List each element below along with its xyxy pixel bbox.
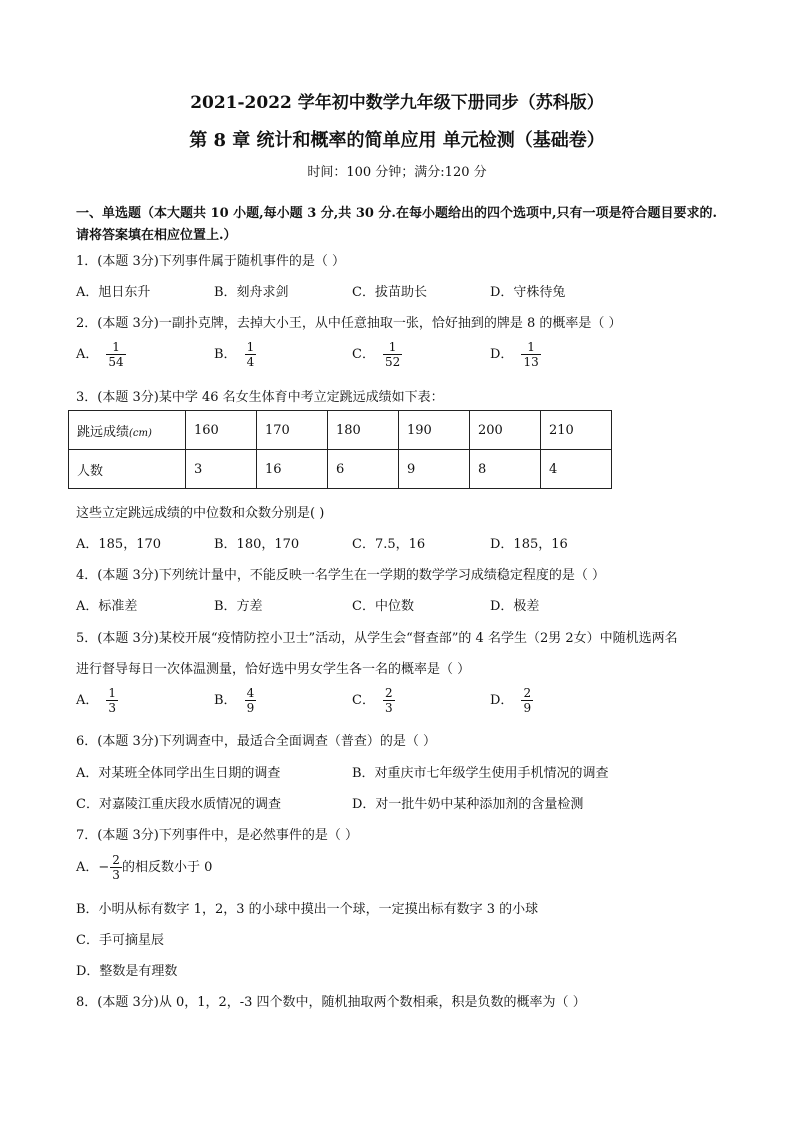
fraction xyxy=(383,686,395,715)
fraction xyxy=(245,686,257,715)
section-heading: 一、单选题（本大题共 10 小题,每小题 3 分,共 30 分.在每小题给出的四个选项中,只有一项是符合题目要求的.请将答案填在相应位置上.） xyxy=(76,206,718,243)
option-label: A． xyxy=(76,347,99,362)
fraction xyxy=(245,340,257,369)
option-label: D． xyxy=(490,693,514,708)
question-8-stem: 8．(本题 3分)从 0，1，2，-3 四个数中，随机抽取两个数相乘，积是负数的概率为（ ） xyxy=(76,995,586,1010)
q2-option-b xyxy=(214,340,256,369)
q1-option-d: D．守株待兔 xyxy=(490,285,566,300)
q3-option-b: B．180，170 xyxy=(214,537,300,552)
table-header-cell: 人数 xyxy=(69,450,186,489)
table-cell: 170 xyxy=(257,411,328,450)
table-header-cell xyxy=(69,411,186,450)
q1-option-c: C．拔苗助长 xyxy=(352,285,427,300)
q6-option-c: C．对嘉陵江重庆段水质情况的调查 xyxy=(76,797,281,812)
q4-option-b: B．方差 xyxy=(214,599,263,614)
denominator: 52 xyxy=(384,355,401,369)
q4-option-a: A．标准差 xyxy=(76,599,138,614)
denominator: 4 xyxy=(246,355,255,369)
table-cell: 16 xyxy=(257,450,328,489)
fraction xyxy=(521,686,533,715)
q3-option-d: D．185，16 xyxy=(490,537,568,552)
fraction xyxy=(110,853,122,882)
question-4-stem: 4．(本题 3分)下列统计量中，不能反映一名学生在一学期的数学学习成绩稳定程度的是（ ） xyxy=(76,568,605,583)
option-label: A． xyxy=(76,860,99,875)
numerator: 1 xyxy=(527,340,535,354)
numerator: 1 xyxy=(108,686,117,700)
option-text: 的相反数小于 0 xyxy=(121,860,213,875)
q6-option-a: A．对某班全体同学出生日期的调查 xyxy=(76,766,281,781)
table-cell: 8 xyxy=(470,450,541,489)
q5-option-c xyxy=(352,686,395,715)
table-cell: 180 xyxy=(328,411,399,450)
question-2-stem: 2．(本题 3分)一副扑克牌，去掉大小王，从中任意抽取一张，恰好抽到的牌是 8 的概率是（ ） xyxy=(76,316,622,331)
table-cell: 4 xyxy=(541,450,612,489)
numerator: 1 xyxy=(388,340,397,354)
question-3-stem: 3．(本题 3分)某中学 46 名女生体育中考立定跳远成绩如下表： xyxy=(76,390,444,405)
denominator: 3 xyxy=(112,868,120,882)
question-3-followup: 这些立定跳远成绩的中位数和众数分别是( ) xyxy=(76,506,325,521)
q5-option-a xyxy=(76,686,118,715)
numerator: 2 xyxy=(384,686,393,700)
denominator: 13 xyxy=(523,355,539,369)
option-label: B． xyxy=(214,693,237,708)
numerator: 2 xyxy=(112,853,120,867)
score-table xyxy=(68,410,612,489)
question-1-stem: 1．(本题 3分)下列事件属于随机事件的是（ ） xyxy=(76,254,345,269)
q5-option-d xyxy=(490,686,533,715)
q7-option-a xyxy=(76,853,212,882)
numerator: 2 xyxy=(523,686,532,700)
minus-sign: − xyxy=(98,860,110,875)
numerator: 1 xyxy=(246,340,255,354)
q1-option-a: A．旭日东升 xyxy=(76,285,151,300)
table-cell: 210 xyxy=(541,411,612,450)
q6-option-d: D．对一批牛奶中某种添加剂的含量检测 xyxy=(352,797,584,812)
option-label: D． xyxy=(490,347,514,362)
fraction xyxy=(106,686,118,715)
table-row xyxy=(69,411,612,450)
q6-option-b: B．对重庆市七年级学生使用手机情况的调查 xyxy=(352,766,609,781)
q1-option-b: B．刻舟求剑 xyxy=(214,285,289,300)
denominator: 3 xyxy=(108,701,117,715)
question-6-stem: 6．(本题 3分)下列调查中，最适合全面调查（普查）的是（ ） xyxy=(76,734,436,749)
chapter-title: 第 8 章 统计和概率的简单应用 单元检测（基础卷） xyxy=(189,130,605,151)
table-cell: 190 xyxy=(399,411,470,450)
exam-info: 时间：100 分钟；满分:120 分 xyxy=(307,165,487,180)
q7-option-c: C．手可摘星辰 xyxy=(76,933,164,948)
unit-label: (cm) xyxy=(129,427,152,439)
fraction xyxy=(383,340,402,369)
denominator: 9 xyxy=(523,701,532,715)
option-label: C． xyxy=(352,693,375,708)
denominator: 3 xyxy=(384,701,393,715)
numerator: 1 xyxy=(112,340,120,354)
option-label: A． xyxy=(76,693,99,708)
q4-option-c: C．中位数 xyxy=(352,599,414,614)
table-cell: 160 xyxy=(186,411,257,450)
table-cell: 6 xyxy=(328,450,399,489)
q7-option-d: D．整数是有理数 xyxy=(76,964,178,979)
q7-option-b: B．小明从标有数字 1，2，3 的小球中摸出一个球，一定摸出标有数字 3 的小球 xyxy=(76,902,539,917)
question-5-stem-cont: 进行督导每日一次体温测量，恰好选中男女学生各一名的概率是（ ） xyxy=(76,662,471,677)
numerator: 4 xyxy=(246,686,255,700)
option-label: B． xyxy=(214,347,237,362)
q4-option-d: D．极差 xyxy=(490,599,540,614)
exam-title: 2021-2022 学年初中数学九年级下册同步（苏科版） xyxy=(190,93,604,113)
question-5-stem: 5．(本题 3分)某校开展“疫情防控小卫士”活动，从学生会“督查部”的 4 名学生（2男 2女）中随机选两名 xyxy=(76,631,678,646)
question-7-stem: 7．(本题 3分)下列事件中，是必然事件的是（ ） xyxy=(76,828,358,843)
q5-option-b xyxy=(214,686,256,715)
denominator: 9 xyxy=(246,701,255,715)
table-cell: 3 xyxy=(186,450,257,489)
header-label: 跳远成绩 xyxy=(77,424,130,440)
table-cell: 9 xyxy=(399,450,470,489)
table-cell: 200 xyxy=(470,411,541,450)
q3-option-c: C．7.5，16 xyxy=(352,537,426,552)
q2-option-d xyxy=(490,340,541,369)
fraction xyxy=(106,340,125,369)
option-label: C． xyxy=(352,347,375,362)
table-row xyxy=(69,450,612,489)
q2-option-a xyxy=(76,340,126,369)
q2-option-c xyxy=(352,340,402,369)
q3-option-a: A．185，170 xyxy=(76,537,162,552)
fraction xyxy=(521,340,540,369)
denominator: 54 xyxy=(108,355,124,369)
